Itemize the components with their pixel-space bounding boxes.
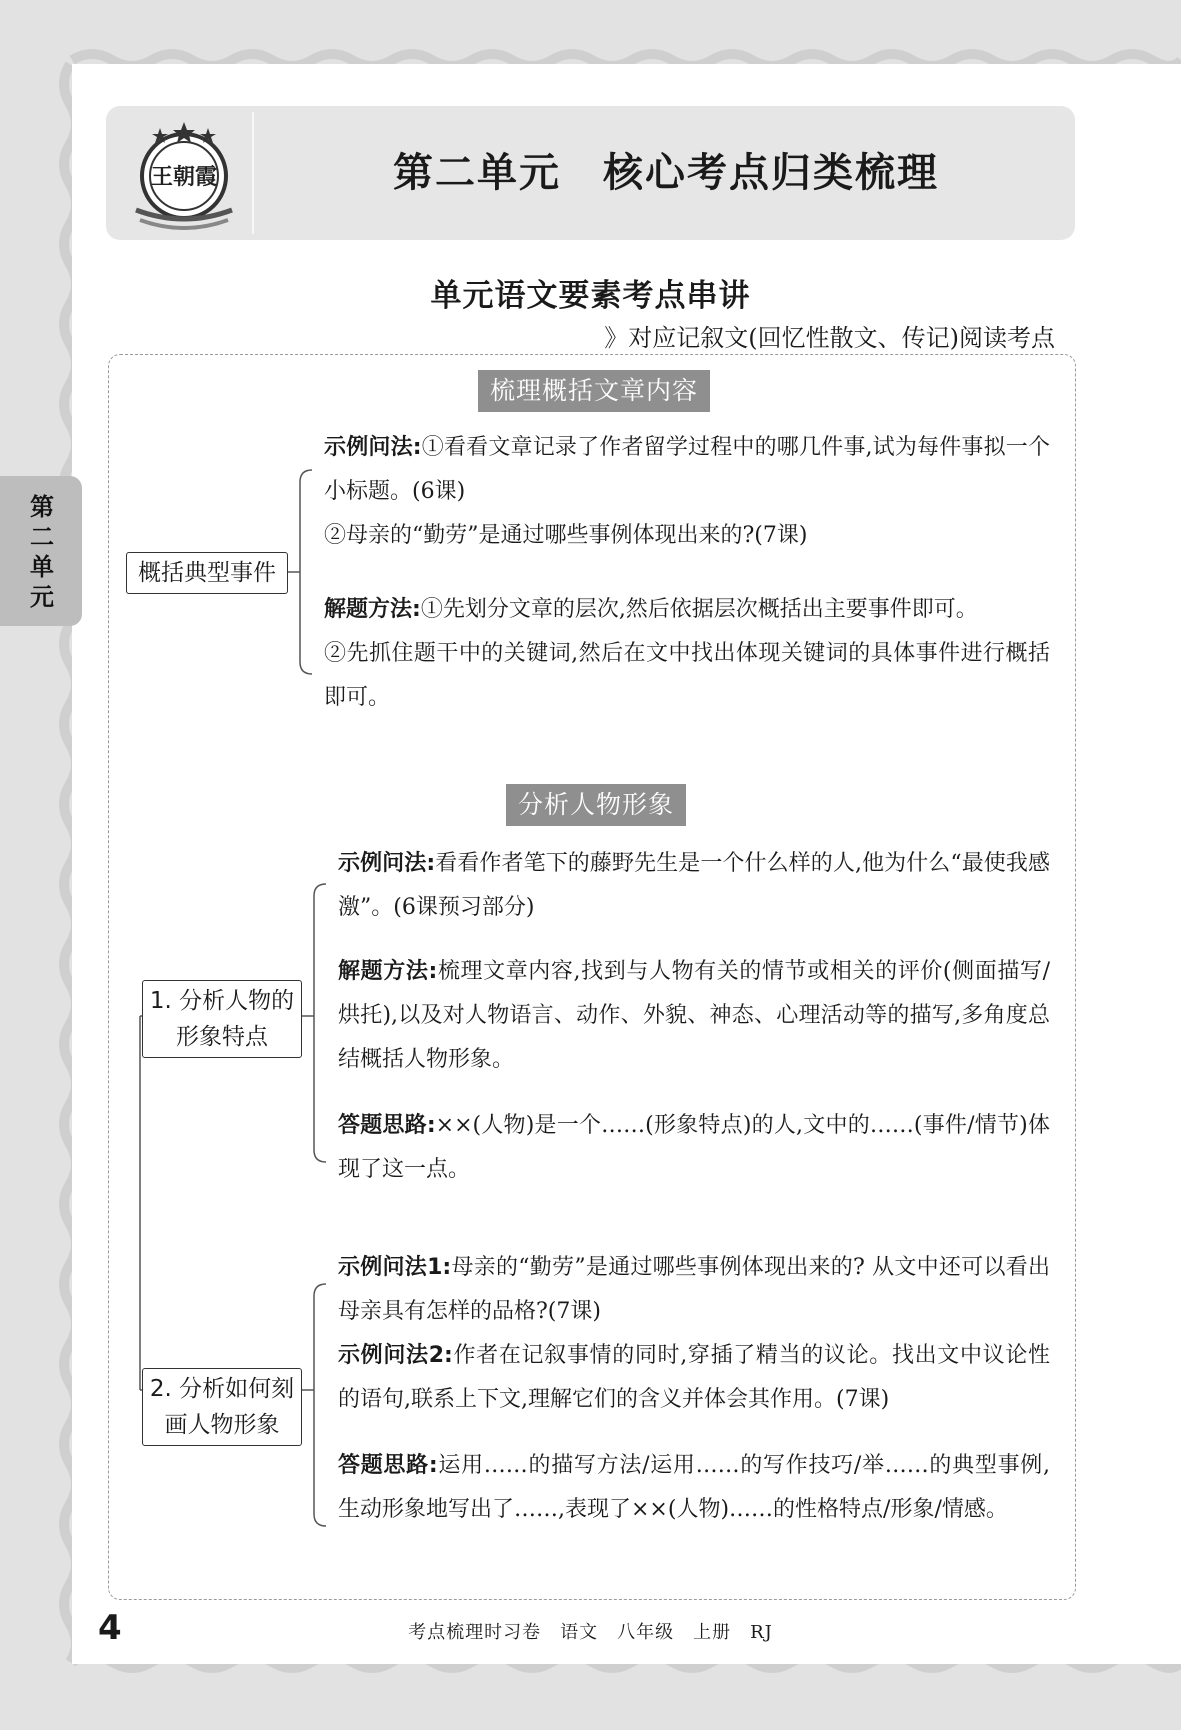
page-number: 4 [98, 1608, 122, 1648]
node-summarize-events: 概括典型事件 [126, 552, 288, 594]
section1-method: 解题方法:①先划分文章的层次,然后依据层次概括出主要事件即可。 ②先抓住题干中的关键词,然后在文中找出体现关键词的具体事件进行概括即可。 [324, 597, 1050, 710]
node-character-portrayal: 2. 分析如何刻 画人物形象 [142, 1368, 302, 1446]
sub1-example: 示例问法:看看作者笔下的藤野先生是一个什么样的人,他为什么“最使我感激”。(6课预习部分) [338, 851, 1050, 920]
reference-note: 》对应记叙文(回忆性散文、传记)阅读考点 [604, 324, 1055, 352]
sub2-example1: 示例问法1:母亲的“勤劳”是通过哪些事例体现出来的? 从文中还可以看出母亲具有怎样的品格?(7课) [338, 1255, 1050, 1324]
sub1-answer: 答题思路:××(人物)是一个……(形象特点)的人,文中的……(事件/情节)体现了这一点。 [338, 1113, 1050, 1182]
section-subtitle: 单元语文要素考点串讲 [430, 278, 751, 314]
node-character-traits: 1. 分析人物的 形象特点 [142, 980, 302, 1058]
footer-text: 考点梳理时习卷 语文 八年级 上册 RJ [408, 1622, 773, 1643]
section1-example: 示例问法:①看看文章记录了作者留学过程中的哪几件事,试为每件事拟一个小标题。(6课) ②母亲的“勤劳”是通过哪些事例体现出来的?(7课) [324, 435, 1050, 548]
unit-side-tab-label: 第二单元 [30, 493, 54, 611]
sub2-answer: 答题思路:运用……的描写方法/运用……的写作技巧/举……的典型事例,生动形象地写出了……,表现了××(人物)……的性格特点/形象/情感。 [338, 1453, 1050, 1522]
section-tag-summarize: 梳理概括文章内容 [478, 370, 710, 412]
section-tag-character: 分析人物形象 [506, 784, 686, 826]
sub2-example2: 示例问法2:作者在记叙事情的同时,穿插了精当的议论。找出文中议论性的语句,联系上下文,理解它们的含义并体会其作用。(7课) [338, 1343, 1051, 1412]
page-title: 第二单元 核心考点归类梳理 [393, 150, 939, 196]
svg-text:王朝霞: 王朝霞 [150, 164, 218, 190]
sub1-method: 解题方法:梳理文章内容,找到与人物有关的情节或相关的评价(侧面描写/烘托),以及对人物语言、动作、外貌、神态、心理活动等的描写,多角度总结概括人物形象。 [338, 959, 1050, 1072]
